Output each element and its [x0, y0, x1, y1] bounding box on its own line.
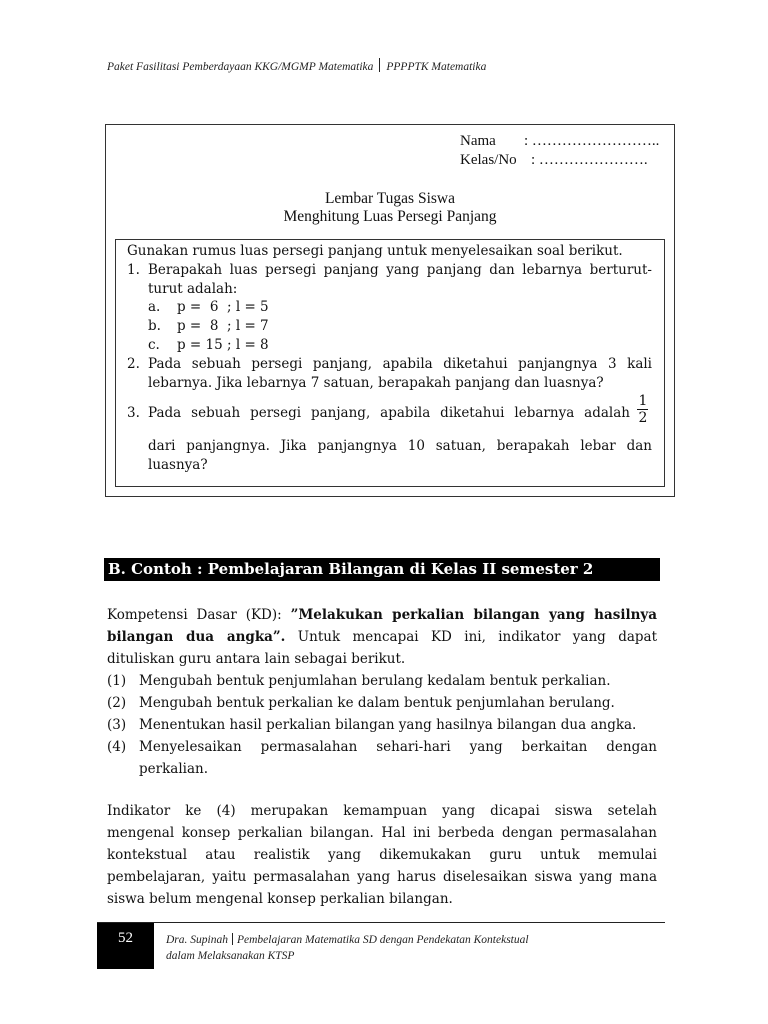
- q2-number: 2.: [127, 356, 140, 372]
- q2-text-cont: lebarnya. Jika lebarnya 7 satuan, berapakah panjang dan luasnya?: [148, 375, 604, 391]
- kd-line: [107, 604, 657, 626]
- q1-option-label: c.: [148, 337, 160, 353]
- page-number: 52: [97, 923, 154, 969]
- footer-rule: [97, 922, 665, 923]
- indicator-number: (2): [107, 695, 127, 711]
- q3-text-end: luasnya?: [148, 457, 208, 473]
- q1-text: Berapakah luas persegi panjang yang panjang dan lebarnya berturut-: [148, 262, 652, 278]
- paragraph-line: mengenal konsep perkalian bilangan. Hal ini berbeda dengan permasalahan: [107, 825, 657, 841]
- fraction-denominator: 2: [638, 410, 648, 426]
- paragraph-line: siswa belum mengenal konsep perkalian bilangan.: [107, 891, 453, 907]
- paragraph-line: Indikator ke (4) merupakan kemampuan yang dicapai siswa setelah: [107, 803, 657, 819]
- kd-statement: ”Melakukan perkalian bilangan yang hasilnya: [290, 607, 657, 623]
- footer-citation: [166, 932, 529, 948]
- q1-text-cont: turut adalah:: [148, 281, 238, 297]
- footer-divider: [232, 933, 233, 945]
- kd-statement-end: bilangan dua angka”.: [107, 629, 286, 645]
- footer-title: Pembelajaran Matematika SD dengan Pendekatan Kontekstual: [236, 934, 529, 946]
- one-half-fraction: [636, 393, 650, 426]
- indicator-text: Menentukan hasil perkalian bilangan yang hasilnya bilangan dua angka.: [139, 717, 637, 733]
- indicator-number: (1): [107, 673, 127, 689]
- nama-value: : ……………………..: [524, 133, 660, 149]
- q1-number: 1.: [127, 262, 140, 278]
- worksheet-title: Lembar Tugas Siswa: [324, 190, 456, 207]
- q1-option-value: p = 15 ; l = 8: [177, 337, 269, 353]
- header-left: Paket Fasilitasi Pemberdayaan KKG/MGMP Matematika: [107, 61, 374, 73]
- paragraph-line: pembelajaran, yaitu permasalahan yang harus diselesaikan siswa yang mana: [107, 869, 657, 885]
- header-right: PPPPTK Matematika: [386, 61, 487, 73]
- indicator-number: (3): [107, 717, 127, 733]
- indicator-text: Menyelesaikan permasalahan sehari-hari yang berkaitan dengan: [139, 739, 657, 755]
- running-header: [107, 58, 486, 73]
- kd-label: Kompetensi Dasar (KD):: [107, 607, 291, 623]
- section-heading: B. Contoh : Pembelajaran Bilangan di Kelas II semester 2: [104, 558, 660, 581]
- q1-option-label: a.: [148, 299, 161, 315]
- q3-number: 3.: [127, 405, 140, 421]
- q1-option-label: b.: [148, 318, 161, 334]
- kd-text: Untuk mencapai KD ini, indikator yang dapat: [285, 629, 657, 645]
- q1-option-value: p = 8 ; l = 7: [177, 318, 269, 334]
- footer-title-cont: dalam Melaksanakan KTSP: [166, 950, 295, 962]
- q3-text-cont: dari panjangnya. Jika panjangnya 10 satuan, berapakah lebar dan: [148, 438, 652, 454]
- indicator-text-cont: perkalian.: [139, 761, 208, 777]
- kd-line-3: dituliskan guru antara lain sebagai berikut.: [107, 651, 406, 667]
- q1-option-value: p = 6 ; l = 5: [177, 299, 269, 315]
- q2-text: Pada sebuah persegi panjang, apabila diketahui panjangnya 3 kali: [148, 356, 652, 372]
- indicator-number: (4): [107, 739, 127, 755]
- worksheet-subtitle: Menghitung Luas Persegi Panjang: [283, 208, 497, 225]
- footer-author: Dra. Supinah: [166, 934, 228, 946]
- kd-line-2: [107, 626, 657, 648]
- indicator-text: Mengubah bentuk perkalian ke dalam bentuk penjumlahan berulang.: [139, 695, 615, 711]
- fraction-numerator: 1: [638, 393, 648, 409]
- kelas-value: : ………………….: [531, 152, 648, 168]
- kelas-label: Kelas/No: [460, 152, 517, 168]
- task-instruction: Gunakan rumus luas persegi panjang untuk menyelesaikan soal berikut.: [127, 243, 623, 259]
- q3-text: Pada sebuah persegi panjang, apabila diketahui lebarnya adalah: [148, 405, 630, 421]
- indicator-text: Mengubah bentuk penjumlahan berulang kedalam bentuk perkalian.: [139, 673, 611, 689]
- header-divider: [379, 58, 380, 72]
- nama-label: Nama: [460, 133, 496, 149]
- paragraph-line: kontekstual atau realistik yang dikemukakan guru untuk memulai: [107, 847, 657, 863]
